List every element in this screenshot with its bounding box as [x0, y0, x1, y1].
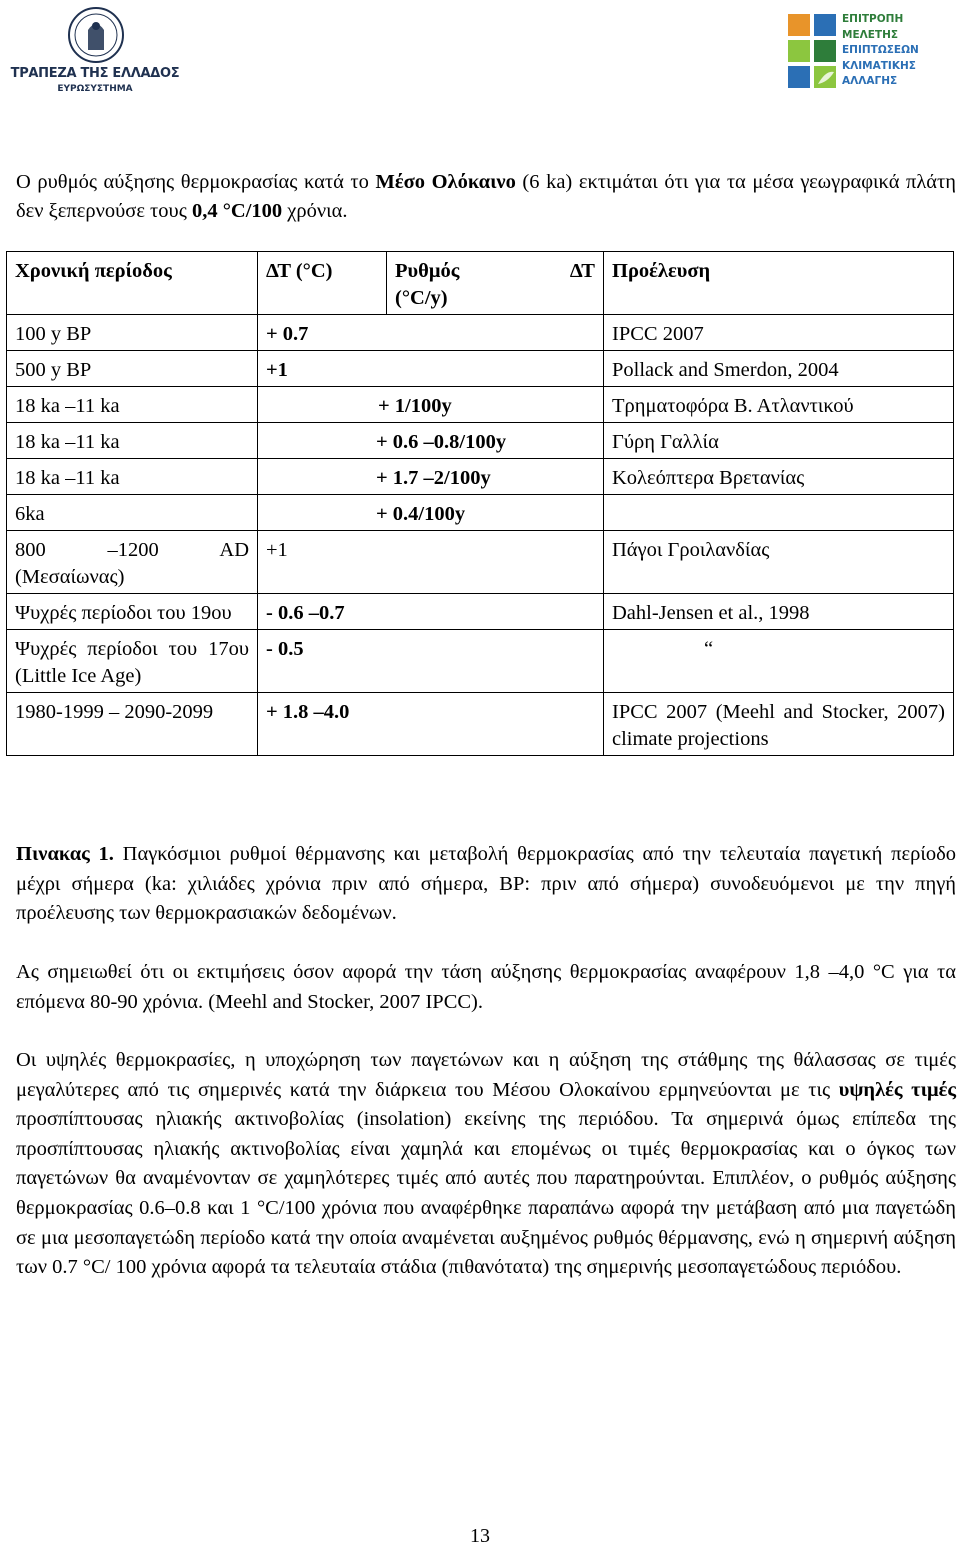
header-rate-word: Ρυθμός	[395, 260, 460, 282]
intro-text: χρόνια.	[282, 200, 348, 222]
bank-name: ΤΡΑΠΕΖΑ ΤΗΣ ΕΛΛΑΔΟΣ	[10, 66, 180, 81]
page-number: 13	[470, 1525, 490, 1547]
header-rate	[387, 252, 604, 315]
bank-subtitle: ΕΥΡΩΣΥΣΤΗΜΑ	[57, 84, 133, 94]
header-rate-unit: (°C/y)	[395, 287, 448, 309]
caption-text: Παγκόσμιοι ρυθμοί θέρμανσης και μεταβολή θερμοκρασίας από την τελευταία παγετική περίοδο μέχρι σήμερα (ka: χιλιάδες χρόνια πριν από σήμερα, BP: πριν από σήμερα) συνοδευόμενοι με την πηγή προέλευσης των θερμοκρασιακών δεδομένων.	[16, 843, 956, 925]
cell-dt: +1	[258, 531, 604, 594]
table-row	[7, 387, 954, 423]
table-row	[7, 693, 954, 756]
table-header-row	[7, 252, 954, 315]
estimates-paragraph: Ας σημειωθεί ότι οι εκτιμήσεις όσον αφορά την τάση αύξησης θερμοκρασίας αναφέρουν 1,8 –4,0 °C για τα επόμενα 80-90 χρόνια. (Meehl and Stocker, 2007 IPCC).	[16, 961, 956, 1013]
intro-bold-text: 0,4 °C/100	[191, 200, 283, 222]
paragraph-text: Οι υψηλές θερμοκρασίες, η υποχώρηση των παγετώνων και η αύξηση της στάθμης της θάλασσας σε τιμές μεγαλύτερες από τις σημερινές κατά την διάρκεια του Μέσου Ολοκαίνου ερμηνεύονται με τις	[16, 1049, 956, 1101]
cell-source: IPCC 2007	[604, 315, 954, 351]
cell-period: 18 ka –11 ka	[7, 387, 258, 423]
climate-committee-tiles-icon	[788, 14, 836, 90]
cell-period: 6ka	[7, 495, 258, 531]
cell-dt: - 0.5	[258, 630, 604, 693]
cell-source: Τρηματοφόρα Β. Ατλαντικού	[604, 387, 954, 423]
cell-period: Ψυχρές περίοδοι του 19ου	[7, 594, 258, 630]
cell-source: Pollack and Smerdon, 2004	[604, 351, 954, 387]
bank-of-greece-logo	[10, 6, 180, 96]
intro-paragraph	[16, 168, 956, 226]
cell-period: Ψυχρές περίοδοι του 17ου (Little Ice Age)	[7, 630, 258, 693]
table-row	[7, 531, 954, 594]
cell-dt: + 1.8 –4.0	[258, 693, 604, 756]
cell-source: Dahl-Jensen et al., 1998	[604, 594, 954, 630]
committee-line: ΑΛΛΑΓΗΣ	[842, 75, 898, 87]
intro-bold-text: Μέσο Ολόκαινο	[375, 171, 516, 193]
table-row	[7, 495, 954, 531]
header-dt: ΔΤ (°C)	[258, 252, 387, 315]
header-rate-dt: ΔΤ	[569, 260, 595, 282]
cell-rate: + 0.6 –0.8/100y	[258, 423, 604, 459]
cell-period: 100 y BP	[7, 315, 258, 351]
cell-rate: + 1/100y	[258, 387, 604, 423]
cell-period: 800 –1200 AD (Μεσαίωνας)	[7, 531, 258, 594]
cell-period: 18 ka –11 ka	[7, 459, 258, 495]
caption-label: Πινακας 1.	[16, 843, 114, 865]
table-caption	[16, 840, 956, 929]
bank-of-greece-seal-icon	[66, 6, 126, 64]
table-row	[7, 315, 954, 351]
cell-dt: +1	[258, 351, 604, 387]
committee-line: ΜΕΛΕΤΗΣ	[842, 28, 899, 41]
cell-source: IPCC 2007 (Meehl and Stocker, 2007) climate projections	[604, 693, 954, 756]
paragraph-text: προσπίπτουσας ηλιακής ακτινοβολίας (insolation) εκείνης της περιόδου. Τα σημερινά όμως επίπεδα της προσπίπτουσας ηλιακής ακτινοβολίας είναι χαμηλά και επομένως οι τιμές θερμοκρασίας και ο όγκος των παγετώνων θα αναμένονταν σε χαμηλότερες τιμές από αυτές που παρατηρούνται. Επιπλέον, ο ρυθμός αύξησης θερμοκρασίας 0.6–0.8 και 1 °C/100 χρόνια που αναφέρθηκε παραπάνω αφορά την μετάβαση από μια παγετώδη σε μια μεσοπαγετώδη περίοδο κατά την οποία αναμένεται αυξημένος ρυθμός θέρμανσης, ενώ η σημερινή αύξηση των 0.7 °C/ 100 χρόνια αφορά τα τελευταία στάδια (πιθανότατα) της σημερινής μεσοπαγετώδους περιόδου.	[16, 1108, 956, 1279]
committee-name	[842, 12, 952, 90]
temperature-table	[6, 251, 954, 756]
committee-line: ΕΠΙΤΡΟΠΗ	[842, 13, 904, 25]
committee-line: ΕΠΙΠΤΩΣΕΩΝ	[842, 44, 919, 56]
cell-source: Πάγοι Γροιλανδίας	[604, 531, 954, 594]
table-row	[7, 594, 954, 630]
table-row	[7, 459, 954, 495]
cell-period: 18 ka –11 ka	[7, 423, 258, 459]
committee-line: ΚΛΙΜΑΤΙΚΗΣ	[842, 59, 916, 72]
intro-text: (6 ka) εκτιμάται ότι για τα μέσα γεωγραφικά πλάτη δεν ξεπερνούσε τους	[16, 171, 957, 222]
intro-text: Ο ρυθμός αύξησης θερμοκρασίας κατά το	[16, 171, 376, 193]
header-source: Προέλευση	[604, 252, 954, 315]
table-row	[7, 630, 954, 693]
cell-period: 500 y BP	[7, 351, 258, 387]
cell-source	[604, 495, 954, 531]
climate-committee-logo	[788, 10, 948, 92]
paragraph-bold-text: υψηλές τιμές	[838, 1078, 956, 1101]
cell-source: “	[604, 630, 954, 693]
holocene-paragraph	[16, 1046, 956, 1283]
cell-rate: + 1.7 –2/100y	[258, 459, 604, 495]
cell-source: Γύρη Γαλλία	[604, 423, 954, 459]
header-period: Χρονική περίοδος	[7, 252, 258, 315]
cell-source: Κολεόπτερα Βρετανίας	[604, 459, 954, 495]
cell-rate: + 0.4/100y	[258, 495, 604, 531]
cell-dt: + 0.7	[258, 315, 604, 351]
table-row	[7, 423, 954, 459]
cell-dt: - 0.6 –0.7	[258, 594, 604, 630]
table-row	[7, 351, 954, 387]
cell-period: 1980-1999 – 2090-2099	[7, 693, 258, 756]
